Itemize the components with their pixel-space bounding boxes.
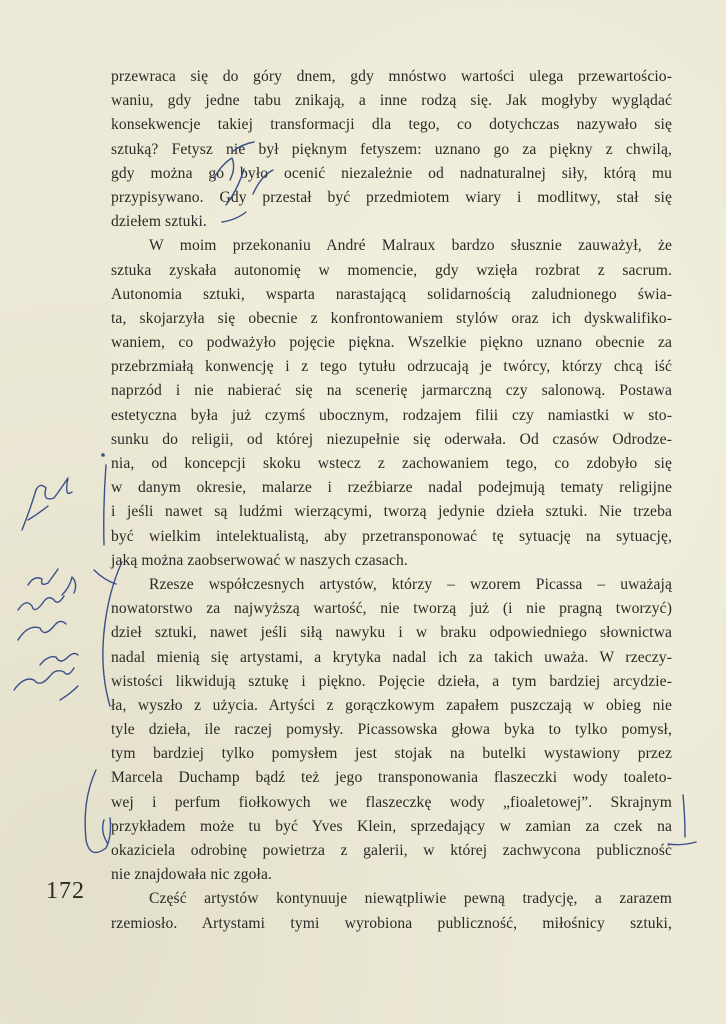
page-number: 172 — [46, 878, 85, 904]
text-line: sunku do religii, od której niezupełnie się oderwała. Od czasów Odrodze- — [111, 430, 672, 448]
text-line: wistości likwidują sztukę i piękno. Pojęcie dzieła, a tym bardziej arcydzie- — [111, 672, 672, 690]
text-line: Rzesze współczesnych artystów, którzy – wzorem Picassa – uważają — [149, 575, 672, 593]
text-line: W moim przekonaniu André Malraux bardzo słusznie zauważył, że — [149, 237, 672, 255]
margin-scribble-2 — [28, 506, 48, 520]
text-line: ła, wyszło z użycia. Artyści z gorączkowym zapałem puszczają w obieg nie — [111, 696, 672, 714]
body-text — [111, 65, 672, 936]
margin-dot — [101, 453, 105, 457]
text-line: konsekwencje takiej transformacji dla tego, co dotychczas nazywało się — [111, 116, 672, 134]
margin-tick-right — [668, 842, 696, 845]
text-line: sztuka zyskała autonomię w momencie, gdy wzięła rozbrat z sacrum. — [111, 261, 672, 279]
margin-bracket-lower-2 — [103, 820, 108, 844]
text-line: w danym okresie, malarze i rzeźbiarze nadal podejmują tematy religijne — [111, 479, 672, 497]
margin-scribble-9 — [60, 686, 78, 700]
text-line: nia, od koncepcji skoku wstecz z zachowaniem tego, co zdobyło się — [111, 455, 672, 472]
text-line: okaziciela odrobinę powietrza z galerii, w której zachwycona publiczność — [111, 842, 672, 859]
text-line: estetyczna była już czymś ubocznym, rodzajem filii czy namiastki w sto- — [111, 406, 672, 424]
margin-scribble-1 — [22, 478, 72, 530]
text-line: dziełem sztuki. — [111, 213, 207, 231]
text-line: rzemiosło. Artystami tymi wyrobiona publiczność, miłośnicy sztuki, — [111, 914, 672, 932]
text-line: i jeśli nawet są ludźmi wierzącymi, tworzą jedynie dzieła sztuki. Nie trzeba — [111, 503, 672, 521]
margin-line-1 — [104, 465, 106, 545]
margin-scribble-5 — [62, 577, 76, 595]
margin-scribble-6 — [18, 621, 66, 640]
text-line: przebrzmiałą konwencję i z tego tytułu odrzucają je twórcy, którzy chcą iść — [111, 358, 672, 376]
text-line: Część artystów kontynuuje niewątpliwie pewną tradycję, a zarazem — [149, 890, 672, 908]
text-line: dzieł sztuki, nawet jeśli siłą nawyku i w braku odpowiedniego słownictwa — [111, 624, 672, 642]
text-line: gdy można go było ocenić niezależnie od nadnaturalnej siły, którą mu — [111, 164, 672, 182]
text-line: przewraca się do góry dnem, gdy mnóstwo wartości ulega przewartościo- — [111, 68, 672, 85]
text-line: być wielkim intelektualistą, aby przetransponować tę sytuację na sytuację, — [111, 527, 672, 545]
text-line: Autonomia sztuki, wsparta narastającą solidarnością zaludnionego świa- — [111, 285, 672, 303]
margin-scribble-7 — [40, 653, 78, 665]
text-line: przykładem może tu być Yves Klein, sprzedający w zamian za czek na — [111, 817, 672, 835]
text-line: nowatorstwo za najwyższą wartość, nie tworzą już (i nie pragną tworzyć) — [111, 600, 672, 618]
text-line: waniem, co podważyło pojęcie piękna. Wszelkie piękno uznano obecnie za — [111, 334, 672, 352]
text-line: sztuką? Fetysz nie był pięknym fetyszem: uznano go za piękny z chwilą, — [111, 140, 672, 158]
text-line: waniu, gdy jedne tabu znikają, a inne rodzą się. Jak mogłyby wyglądać — [111, 92, 672, 110]
text-line: tyle dzieła, ile raczej pomysły. Picassowska głowa byka to tylko pomysł, — [111, 721, 672, 739]
text-line: ta, skojarzyła się obecnie z konfrontowaniem stylów oraz ich dyskwalifiko- — [111, 309, 672, 327]
text-line: jaką można zaobserwować w naszych czasach. — [111, 551, 408, 569]
text-line: naprzód i nie nabierać się na scenerię jarmarczną czy salonową. Postawa — [111, 382, 672, 400]
text-line: Marcela Duchamp bądź też jego transponowania flaszeczki wody toaleto- — [111, 769, 672, 787]
text-line: nadal mienią się artystami, a krytyka nadal ich za takich uważa. W rzeczy- — [111, 648, 672, 666]
margin-bracket-lower — [85, 770, 110, 853]
text-line: nie znajdowała nic zgoła. — [111, 866, 272, 884]
margin-bracket-right — [683, 795, 685, 837]
text-line: przypisywano. Gdy przestał być przedmiotem wiary i modlitwy, stał się — [111, 188, 672, 206]
text-line: wej i perfum fiołkowych we flaszeczkę wody „fioaletowej”. Skrajnym — [111, 793, 672, 811]
margin-scribble-4 — [18, 596, 64, 610]
margin-scribble-8 — [14, 668, 74, 690]
text-line: tym bardziej tylko pomysłem jest stojak na butelki wystawiony przez — [111, 745, 672, 763]
margin-scribble-3 — [28, 569, 58, 585]
